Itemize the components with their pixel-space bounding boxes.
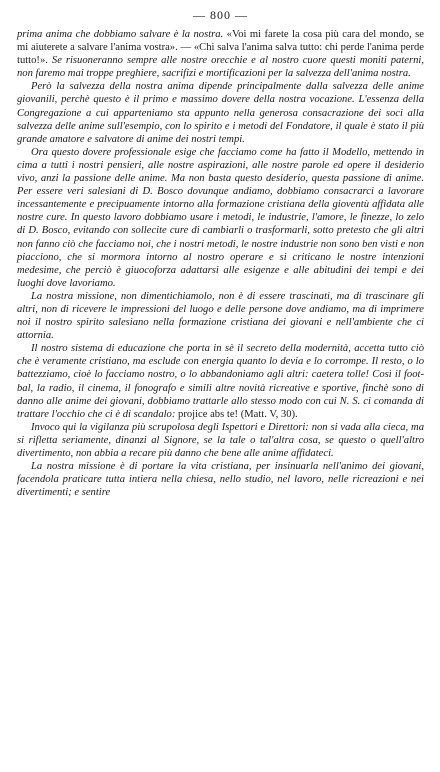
paragraph: [17, 421, 424, 460]
paragraph: [17, 28, 424, 80]
text-body: [17, 28, 424, 499]
page-number: — 800 —: [193, 8, 248, 22]
text-run: Invoco qui la vigilanza più scrupolosa degli Ispettori e Direttori: non si vada alla cieca, ma si rifletta seriamente, dinanzi al Signore, se la tale o tal'altra cosa, se questo o quell'altro divertimento, non abbia a recare più danno che bene alle anime affidateci.: [17, 421, 424, 459]
paragraph: [17, 290, 424, 342]
paragraph: [17, 460, 424, 499]
text-run: La nostra missione è di portare la vita cristiana, per insinuarla nell'animo dei giovani, facendola praticare tutta intiera nella chiesa, nello studio, nel lavoro, nelle ricreazioni e nei divertimenti; e sentire: [17, 461, 424, 499]
text-run: Il nostro sistema di educazione che porta in sè il secreto della modernità, accetta tutto ciò che è veramente cristiano, ma esclude con energia quanto lo devia e lo corrompe. Il resto, o lo battezziamo, cioè lo facciamo nostro, o lo abbandoniamo agli altri: caetera tolle! Così il foot-bal, la radio, il cinema, il fonografo e simili altre novità ricreative e sportive, finchè sono di danno alle anime dei giovani, dobbiamo trattarle allo stesso modo con cui N. S. ci comanda di trattare l'occhio che ci è di scandalo:: [17, 343, 424, 420]
text-run: Ora questo dovere professionale esige che facciamo come ha fatto il Modello, mettendo in cima a tutti i nostri pensieri, alle nostre aspirazioni, alle nostre parole ed opere il desiderio vivo, anzi la passione delle anime. Ma non basta questo desiderio, questa passione di anime. Per essere veri salesiani di D. Bosco dovunque andiamo, dobbiamo consacrarci a lavorare incessantemente e precipuamente intorno alla formazione cristiana della gioventù affidata alle nostre cure. In questo lavoro dobbiamo usare i metodi, le industrie, l'amore, le finezze, lo zelo di D. Bosco, evitando con sollecite cure di cambiarli o trasformarli, sotto pretesto che gli altri non fanno ciò che facciamo noi, che i nostri metodi, le nostre industrie non sono ben visti e non piacciono, che si mormora intorno al nostro operare e si criticano le nostre intenzioni medesime, che perciò è giuocoforza adattarsi alle esigenze e alle abitudini dei tempi e dei luoghi dove lavoriamo.: [17, 146, 424, 289]
text-run: projice abs te! (Matt. V, 30).: [178, 408, 298, 420]
text-run: prima anima che dobbiamo salvare è la nostra.: [17, 29, 227, 40]
text-run: «Voi mi farete la cosa più cara del mondo, se mi aiuterete a salvare l'anima vostra». — «Chi salva l'anima salva tutto: chi perde l'anima perde tutto!».: [17, 29, 424, 67]
text-run: Se risuoneranno sempre alle nostre orecchie e al nostro cuore questi moniti paterni, non faremo mai troppe preghiere, sacrifizi e mortificazioni per la salvezza dell'anima nostra.: [17, 55, 424, 80]
paragraph: [17, 80, 424, 145]
paragraph: [17, 146, 424, 290]
paragraph: [17, 342, 424, 421]
text-run: Però la salvezza della nostra anima dipende principalmente dalla salvezza delle anime giovanili, perchè questo è il primo e massimo dovere della nostra vocazione. L'essenza della Congregazione a cui apparteniamo sta appunto nella generosa consacrazione dei soci alla salvezza delle anime sull'esempio, con lo spirito e i metodi del Fondatore, il quale è stato il più grande amatore e salvatore di anime dei nostri tempi.: [17, 81, 424, 145]
text-run: La nostra missione, non dimentichiamolo, non è di essere trascinati, ma di trascinare gli altri, non di ricevere le impressioni del luogo e delle persone dove andiamo, ma di imprimere noi il nostro spirito salesiano nella formazione cristiana dei giovani e nell'ambiente che ci attornia.: [17, 290, 424, 342]
